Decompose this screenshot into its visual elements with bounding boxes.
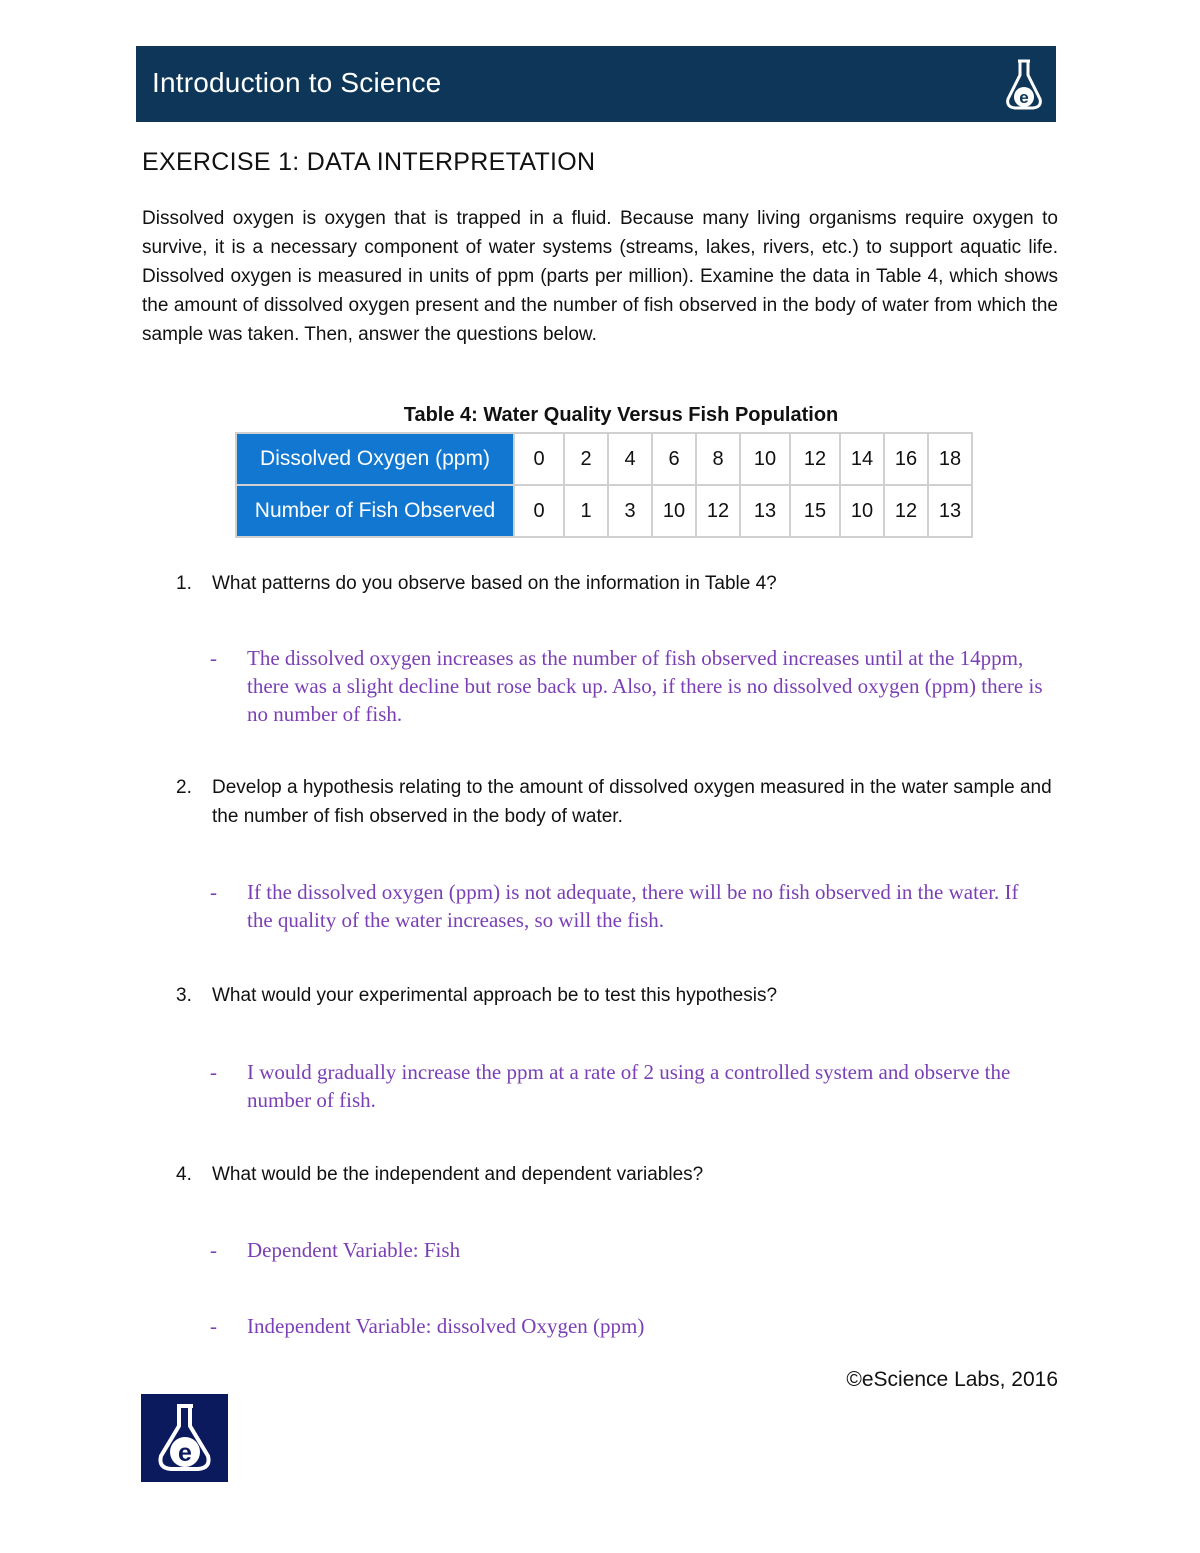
question-number: 1. [176,573,192,594]
answer-text: If the dissolved oxygen (ppm) is not adequate, there will be no fish observed in the water. If the quality of the water increases, so will the fish. [247,880,1019,932]
table-cell: 4 [608,433,652,485]
flask-e-logo-icon [141,1394,228,1482]
svg-text:e: e [1019,88,1029,107]
question-2 [176,773,1052,831]
question-text: What would your experimental approach be to test this hypothesis? [212,985,778,1006]
question-number: 2. [176,777,192,798]
question-text: Develop a hypothesis relating to the amount of dissolved oxygen measured in the water sample and the number of fish observed in the body of water. [212,777,1052,827]
answer-dash: - [210,1238,217,1262]
exercise-title: EXERCISE 1: DATA INTERPRETATION [142,148,596,176]
header-title: Introduction to Science [152,67,442,98]
answer-text: Dependent Variable: Fish [247,1238,461,1262]
answer-3 [210,1058,1047,1114]
table-cell: 12 [790,433,840,485]
table-cell: 15 [790,485,840,537]
row-header: Number of Fish Observed [236,485,514,537]
row-header: Dissolved Oxygen (ppm) [236,433,514,485]
flask-e-logo-icon [1001,55,1047,113]
answer-4-independent [210,1312,1047,1340]
footer-logo [141,1394,228,1482]
table-cell: 18 [928,433,972,485]
table-cell: 10 [652,485,696,537]
table-cell: 2 [564,433,608,485]
table-cell: 12 [884,485,928,537]
table-cell: 16 [884,433,928,485]
svg-text:e: e [178,1439,192,1467]
answer-text: I would gradually increase the ppm at a rate of 2 using a controlled system and observe the number of fish. [247,1060,1011,1112]
answer-dash: - [210,1314,217,1338]
answer-text: The dissolved oxygen increases as the number of fish observed increases until at the 14ppm, there was a slight decline but rose back up. Also, if there is no dissolved oxygen (ppm) there is no number of fish. [247,646,1043,726]
question-3 [176,981,1052,1010]
table-cell: 3 [608,485,652,537]
question-text: What patterns do you observe based on the information in Table 4? [212,573,777,594]
answer-text: Independent Variable: dissolved Oxygen (ppm) [247,1314,645,1338]
answer-dash: - [210,880,217,904]
table-caption: Table 4: Water Quality Versus Fish Population [403,404,839,426]
table-cell: 1 [564,485,608,537]
table-cell: 8 [696,433,740,485]
table-row-fish-observed [236,485,972,537]
data-table [235,432,973,538]
question-1 [176,569,1052,598]
table-cell: 6 [652,433,696,485]
table-cell: 0 [514,433,564,485]
question-text: What would be the independent and dependent variables? [212,1164,704,1185]
table-cell: 10 [740,433,790,485]
answer-4-dependent [210,1236,1047,1264]
answer-dash: - [210,1060,217,1084]
table-cell: 13 [928,485,972,537]
answer-1 [210,644,1047,728]
intro-paragraph: Dissolved oxygen is oxygen that is trapped in a fluid. Because many living organisms require oxygen to survive, it is a necessary component of water systems (streams, lakes, rivers, etc.) to support aquatic life. Dissolved oxygen is measured in units of ppm (parts per million). Examine the data in Table 4, which shows the amount of dissolved oxygen present and the number of fish observed in the body of water from which the sample was taken. Then, answer the questions below. [142,208,1058,345]
header-banner [136,46,1056,122]
table-cell: 0 [514,485,564,537]
table-cell: 10 [840,485,884,537]
table-cell: 13 [740,485,790,537]
question-4 [176,1160,1052,1189]
answer-2 [210,878,1047,934]
answer-dash: - [210,646,217,670]
question-number: 4. [176,1164,192,1185]
table-cell: 14 [840,433,884,485]
question-number: 3. [176,985,192,1006]
copyright-text: ©eScience Labs, 2016 [846,1368,1058,1391]
table-row-dissolved-oxygen [236,433,972,485]
table-cell: 12 [696,485,740,537]
